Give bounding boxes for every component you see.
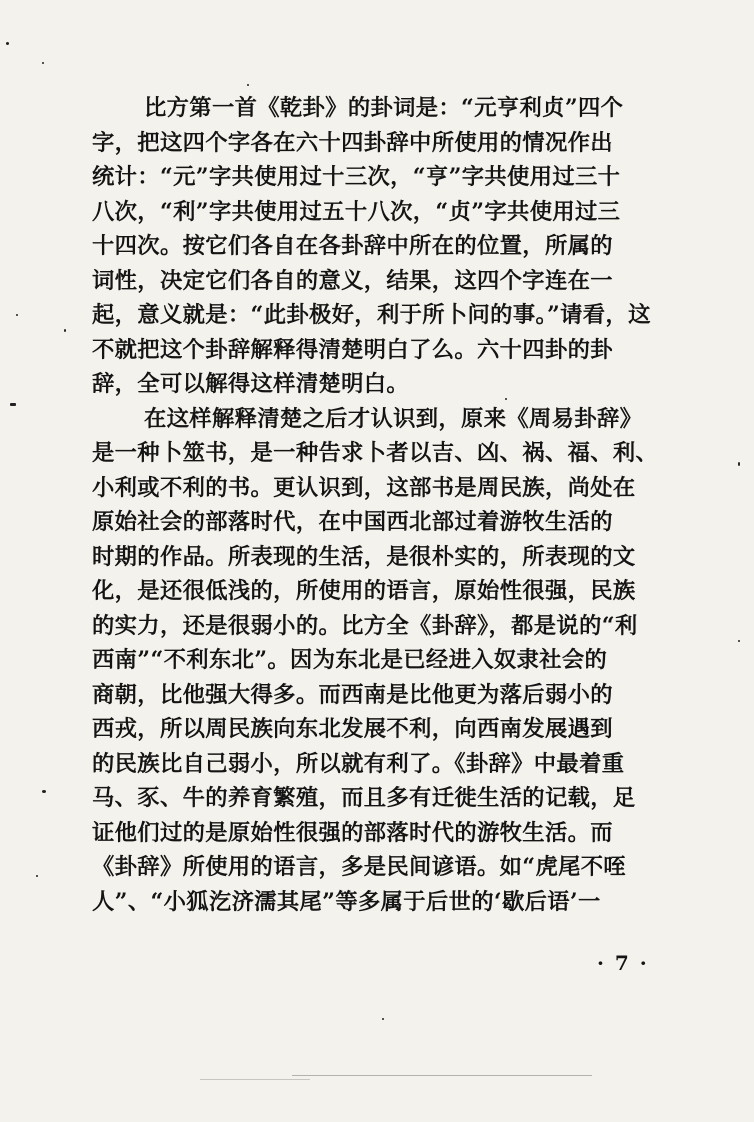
scan-speck [16,314,18,316]
scan-speck [42,790,46,793]
text-line: 西南”“不利东北”。因为东北是已经进入奴隶社会的 [92,647,608,673]
body-text [92,91,676,919]
scan-speck [36,875,38,877]
text-line: 商朝，比他强大得多。而西南是比他更为落后弱小的 [92,681,613,708]
text-line: 是一种卜筮书，是一种告求卜者以吉、凶、祸、福、利、 [92,440,659,466]
scan-speck [64,329,66,332]
text-line: 统计：“元”字共使用过十三次，“亨”字共使用过三十 [92,164,621,190]
text-line: 八次，“利”字共使用过五十八次，“贞”字共使用过三 [92,198,621,225]
scan-speck [505,398,507,400]
page-number: · 7 · [597,951,649,975]
text-line: 化，是还很低浅的，所使用的语言，原始性很强，民族 [92,578,636,604]
text-line: 马、豕、牛的养育繁殖，而且多有迁徙生活的记载，足 [92,785,636,811]
text-line: 小利或不利的书。更认识到，这部书是周民族，尚处在 [92,474,636,501]
text-line: 人”、“小狐汔济濡其尾”等多属于后世的‘歇后语’一 [92,888,601,915]
scan-speck [738,640,740,642]
text-line: 的实力，还是很弱小的。比方全《卦辞》，都是说的“利 [92,612,638,639]
text-line: 在这样解释清楚之后才认识到，原来《周易卦辞》 [144,405,643,432]
scan-speck [42,62,44,64]
text-line: 时期的作品。所表现的生活，是很朴实的，所表现的文 [92,543,636,570]
text-line: 证他们过的是原始性很强的部落时代的游牧生活。而 [92,819,613,846]
text-line: 比方第一首《乾卦》的卦词是：“元亨利贞”四个 [144,95,624,121]
bottom-edge-line [292,1075,592,1076]
text-line: 《卦辞》所使用的语言，多是民间谚语。如“虎尾不咥 [92,854,627,880]
text-line: 十四次。按它们各自在各卦辞中所在的位置，所属的 [92,233,613,259]
scan-speck [382,1018,384,1020]
scan-speck [738,462,740,466]
text-line: 不就把这个卦辞解释得清楚明白了么。六十四卦的卦 [92,336,613,363]
text-line: 起，意义就是：“此卦极好，利于所卜问的事。”请看，这 [92,302,651,328]
bottom-edge-line [200,1079,310,1080]
text-line: 字，把这四个字各在六十四卦辞中所使用的情况作出 [92,129,613,156]
text-line: 辞，全可以解得这样清楚明白。 [92,371,410,397]
text-line: 词性，决定它们各自的意义，结果，这四个字连在一 [92,267,613,294]
scan-speck [247,84,249,86]
scan-speck [10,403,16,406]
text-line: 原始社会的部落时代，在中国西北部过着游牧生活的 [92,509,613,535]
text-line: 的民族比自己弱小，所以就有利了。《卦辞》中最着重 [92,750,625,777]
text-line: 西戎，所以周民族向东北发展不利，向西南发展遇到 [92,716,613,742]
scan-speck [6,42,9,45]
